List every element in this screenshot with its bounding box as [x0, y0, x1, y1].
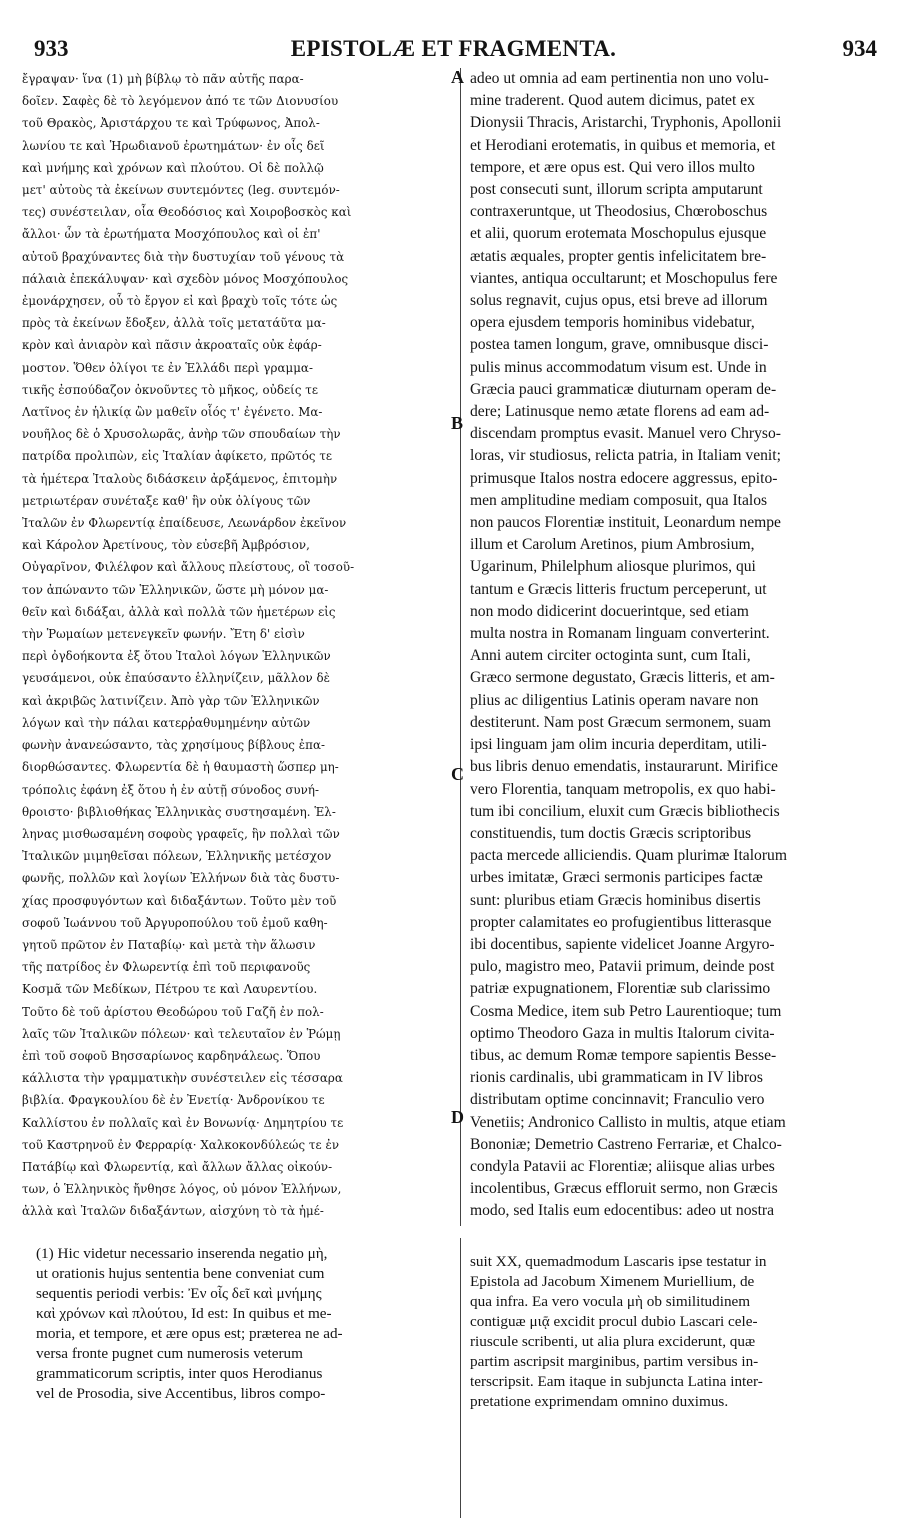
footnote-line: contiguæ μιᾷ excidit procul dubio Lascari cele-	[470, 1313, 758, 1330]
greek-text-line: τον ἀπώναντο τῶν Ἑλληνικῶν, ὥστε μὴ μόνον μα-	[22, 582, 329, 597]
latin-text-line: multa nostra in Romanam linguam converterint.	[470, 625, 770, 643]
greek-text-line: Πατάβίῳ καὶ Φλωρεντίᾳ, καὶ ἄλλων ἄλλας οἰκούν-	[22, 1159, 333, 1174]
greek-text-line: σοφοῦ Ἰωάννου τοῦ Ἀργυροπούλου τοῦ ἐμοῦ καθη-	[22, 915, 328, 930]
greek-text-line: τὰ ἡμέτερα Ἰταλοὺς διδάσκειν ἀρξάμενος, ἐπιτομὴν	[22, 471, 338, 486]
greek-text-line: μετ' αὐτοὺς τὰ ἐκείνων συντεμόντες (leg. συντεμόν-	[22, 183, 340, 198]
greek-text-line: θροιστο· βιβλιοθήκας Ἑλληνικὰς συστησαμένη. Ἑλ-	[22, 804, 336, 819]
latin-text-line: loras, vir studiosus, relicta patria, in Italiam venit;	[470, 447, 781, 465]
greek-text-line: λόγων καὶ τὴν πάλαι κατερῥαθυμημένην αὐτῶν	[22, 715, 311, 730]
footnote-right	[470, 1252, 902, 1412]
footnote-line: vel de Prosodia, sive Accentibus, libros compo-	[36, 1385, 326, 1402]
greek-text-line: χίας προσφυγόντων καὶ διδαξάντων. Τοῦτο μὲν τοῦ	[22, 893, 337, 908]
margin-marker-d: D	[451, 1107, 464, 1127]
greek-text-line: ἐμονάρχησεν, οὗ τὸ ἔργον εἰ καὶ βραχὺ τοῖς τότε ὡς	[22, 294, 338, 309]
greek-text-line: βιβλία. Φραγκουλίου δὲ ἐν Ἐνετίᾳ· Ἀνδρονίκου τε	[22, 1093, 325, 1108]
latin-text-line: discendam promptus evasit. Manuel vero Chryso-	[470, 425, 781, 443]
greek-text-line: θεῖν καὶ διδάξαι, ἀλλὰ καὶ πολλὰ τῶν ἡμετέρων εἰς	[22, 604, 336, 619]
greek-text-line: τικῆς ἐσπούδαζον ὀκνοῦντες τὸ μῆκος, οὐδείς τε	[22, 382, 319, 397]
latin-text-line: contraxeruntque, ut Theodosius, Chœroboschus	[470, 203, 768, 221]
greek-text-line: καὶ ἀκριβῶς λατινίζειν. Ἀπὸ γὰρ τῶν Ἑλληνικῶν	[22, 693, 320, 708]
latin-text-line: solus regnavit, cujus opus, etsi breve ad illorum	[470, 292, 768, 310]
greek-text-line: μοστον. Ὅθεν ὀλίγοι τε ἐν Ἑλλάδι περὶ γραμμα-	[22, 360, 313, 375]
latin-text-line: et Herodiani erotematis, in quibus et memoria, et	[470, 136, 776, 154]
greek-text-line: πρὸς τὰ ἐκείνων ἔδοξεν, ἀλλὰ τοῖς μετατάῦτα μα-	[22, 316, 326, 331]
latin-text-line: Græco sermone degustato, Græcis litteris, et am-	[470, 669, 775, 687]
latin-text-line: ibi docentibus, sapiente videlicet Joanne Argyro-	[470, 935, 775, 953]
latin-text-line: Dionysii Thracis, Aristarchi, Tryphonis, Apollonii	[470, 114, 782, 132]
latin-text-line: illum et Carolum Aretinos, pium Ambrosium,	[470, 536, 755, 554]
latin-text-line: Venetiis; Andronico Callisto in multis, atque etiam	[470, 1113, 786, 1131]
latin-text-line: Bononiæ; Demetrio Castreno Ferrariæ, et Chalco-	[470, 1135, 782, 1153]
greek-text-line: λαῖς τῶν Ἰταλικῶν πόλεων· καὶ τελευταῖον ἐν Ῥώμῃ	[22, 1026, 341, 1041]
latin-text-line: mine traderent. Quod autem dicimus, patet ex	[470, 92, 755, 110]
latin-text-line: Ugarinum, Philelphum aliosque plurimos, qui	[470, 558, 756, 576]
greek-text-line: ἀλλὰ καὶ Ἰταλῶν διδαξάντων, αἰσχύνη τὸ τὰ ἡμέ-	[22, 1204, 324, 1219]
greek-text-line: γευσάμενοι, οὐκ ἐπαύσαντο ἑλληνίζειν, μᾶλλον δὲ	[22, 671, 331, 686]
footnote-line: ut orationis hujus sententia bene conveniat cum	[36, 1265, 325, 1282]
greek-text-line: λωνίου τε καὶ Ἡρωδιανοῦ ἐρωτημάτων· ἐν οἷς δεῖ	[22, 138, 325, 153]
latin-text-line: tibus, ac demum Romæ tempore sapientis Besse-	[470, 1046, 777, 1064]
greek-text-line: φωνὴν ἀνανεώσαντο, τὰς χρησίμους βίβλους ἐπα-	[22, 738, 326, 753]
footnote-line: versa fronte pugnet cum numerosis veterum	[36, 1345, 303, 1362]
latin-text-column	[470, 68, 902, 1223]
latin-text-line: sunt: pluribus etiam Græcis hominibus disertis	[470, 891, 761, 909]
latin-text-line: et alii, quorum erotemata Moschopulus ejusque	[470, 225, 767, 243]
latin-text-line: Anni autem circiter octoginta sunt, cum Itali,	[470, 647, 751, 665]
greek-text-line: ἔγραψαν· ἵνα (1) μὴ βίβλῳ τὸ πᾶν αὐτῆς παρα-	[22, 72, 304, 86]
greek-text-line: Ἰταλῶν ἐν Φλωρεντίᾳ ἐπαίδευσε, Λεωνάρδον ἐκεῖνον	[22, 516, 347, 531]
latin-text-line: opera ejusdem temporis hominibus videbatur,	[470, 314, 755, 332]
footnote-line: sequentis periodi verbis: Ἐν οἷς δεῖ καὶ μνήμης	[36, 1285, 322, 1302]
latin-text-line: modo, sed Italis eum edocentibus: adeo ut nostra	[470, 1202, 775, 1220]
greek-text-line: ἐπὶ τοῦ σοφοῦ Βησσαρίωνος καρδηνάλεως. Ὅπου	[22, 1048, 321, 1063]
footnote-line: (1) Hic videtur necessario inserenda negatio μὴ,	[36, 1245, 328, 1262]
greek-text-line: κρὸν καὶ ἀνιαρὸν καὶ πᾶσιν ἀκροαταῖς οὐκ ἐφάρ-	[22, 338, 322, 353]
latin-text-line: bus libris denuo emendatis, instaurarunt. Mirifice	[470, 758, 778, 776]
greek-text-line: δοῖεν. Σαφὲς δὲ τὸ λεγόμενον ἀπό τε τῶν Διονυσίου	[22, 94, 339, 109]
margin-marker-b: B	[451, 413, 464, 433]
latin-text-line: men amplitudine mediam composuit, qua Italos	[470, 491, 768, 509]
latin-text-line: postea tamen longum, grave, omnibusque disci-	[470, 336, 769, 354]
footnote-left	[36, 1244, 454, 1404]
greek-text-line: καὶ Κάρολον Ἀρετίνους, τὸν εὐσεβῆ Ἀμβρόσιον,	[22, 538, 310, 553]
right-page-number: 934	[842, 36, 877, 61]
greek-text-line: ἄλλοι· ὧν τὰ ἐρωτήματα Μοσχόπουλος καὶ οἱ ἐπ'	[22, 227, 321, 242]
greek-text-column	[22, 68, 456, 1223]
latin-text-line: patriæ expugnationem, Florentiæ sub clarissimo	[470, 980, 771, 998]
latin-text-line: tum ibi concilium, eluxit cum Græcis bibliothecis	[470, 802, 780, 820]
greek-text-line: των, ὁ Ἑλληνικὸς ἤνθησε λόγος, οὐ μόνον Ἑλλήνων,	[22, 1182, 342, 1197]
margin-marker-c: C	[451, 764, 464, 784]
latin-text-line: viantes, antiqua occultarunt; et Moschopulus fere	[470, 269, 778, 287]
footnote-line: pretatione exprimendam omnino duximus.	[470, 1393, 729, 1410]
latin-text-line: non modo didicerint docuerintque, sed etiam	[470, 602, 749, 620]
greek-text-line: Οὐγαρῖνον, Φιλέλφον καὶ ἄλλους πλείστους, οἳ τοσοῦ-	[22, 560, 355, 575]
greek-text-line: πάλαιὰ ἐπεκάλυψαν· καὶ σχεδὸν μόνος Μοσχόπουλος	[22, 271, 349, 286]
greek-text-line: Κοσμᾶ τῶν Μεδίκων, Πέτρου τε καὶ Λαυρεντίου.	[22, 982, 318, 997]
footnote-line: terscripsit. Eam itaque in subjuncta Latina inter-	[470, 1373, 763, 1390]
greek-text-line: Ἰταλικῶν μιμηθεῖσαι πόλεων, Ἑλληνικῆς μετέσχον	[22, 849, 332, 864]
greek-text-line: τοῦ Καστρηνοῦ ἐν Φερραρίᾳ· Χαλκοκονδύλεώς τε ἐν	[22, 1137, 340, 1152]
latin-text-line: pacta mercede alliciendis. Quam plurimæ Italorum	[470, 847, 787, 865]
latin-text-line: ipsi linguam jam olim incuria deperditam, utili-	[470, 736, 767, 754]
latin-text-line: propter calamitates eo profugientibus litterasque	[470, 913, 772, 931]
margin-marker-a: A	[451, 67, 464, 87]
footnote-line: riuscule scribenti, ut alia plura exciderunt, quæ	[470, 1333, 756, 1350]
greek-text-line: τρόπολις ἐφάνη ἐξ ὅτου ἡ ἐν αὐτῇ σύνοδος συνή-	[22, 782, 320, 797]
footnote-line: Epistola ad Jacobum Ximenem Muriellium, de	[470, 1273, 755, 1290]
latin-text-line: pulis minus accommodatum visum est. Unde in	[470, 358, 767, 376]
latin-text-line: vero Florentia, tanquam metropolis, ex quo habi-	[470, 780, 776, 798]
greek-text-line: διορθώσαντες. Φλωρεντία δὲ ἡ θαυμαστὴ ὥσπερ μη-	[22, 760, 339, 775]
greek-text-line: τοῦ Θρακὸς, Ἀριστάρχου τε καὶ Τρύφωνος, Ἀπολ-	[22, 116, 320, 131]
greek-text-line: Καλλίστου ἐν πολλαῖς καὶ ἐν Βονωνίᾳ· Δημητρίου τε	[22, 1115, 344, 1130]
greek-text-line: Τοῦτο δὲ τοῦ ἀρίστου Θεοδώρου τοῦ Γαζῆ ἐν πολ-	[22, 1004, 324, 1019]
latin-text-line: destiterunt. Nam post Græcum sermonem, suam	[470, 713, 771, 731]
footnote-line: suit XX, quemadmodum Lascaris ipse testatur in	[470, 1253, 767, 1270]
footnote-line: grammaticorum scriptis, inter quos Herodianus	[36, 1365, 323, 1382]
latin-text-line: plius ac diligentius Latinis operam navare non	[470, 691, 759, 709]
latin-text-line: tantum e Græcis litteris fructum perceperunt, ut	[470, 580, 767, 598]
latin-text-line: rionis cardinalis, ubi grammaticam in IV libros	[470, 1069, 763, 1087]
latin-text-line: Cosma Medice, item sub Petro Laurentioque; tum	[470, 1002, 782, 1020]
latin-text-line: optimo Theodoro Gaza in multis Italorum civita-	[470, 1024, 775, 1042]
greek-text-line: αὐτοῦ βραχύναντες διὰ τὴν δυστυχίαν τοῦ γένους τὰ	[22, 249, 345, 264]
greek-text-line: γητοῦ πρῶτον ἐν Παταβίῳ· καὶ μετὰ τὴν ἅλωσιν	[22, 937, 316, 952]
footnote-line: partim ascripsit marginibus, partim versibus in-	[470, 1353, 759, 1370]
latin-text-line: ætatis æquales, propter gentis infelicitatem bre-	[470, 247, 767, 265]
footnote-line: qua infra. Ea vero vocula μὴ ob similitudinem	[470, 1293, 751, 1310]
latin-text-line: distributam optime concinnavit; Franculio vero	[470, 1091, 765, 1109]
latin-text-line: incolentibus, Græcus effloruit sermo, non Græcis	[470, 1180, 778, 1198]
column-rule-upper	[460, 68, 461, 1226]
greek-text-line: φωνῆς, πολλῶν καὶ λογίων Ἑλλήνων διὰ τὰς δυστυ-	[22, 871, 340, 886]
greek-text-line: κάλλιστα τὴν γραμματικὴν συνέστειλεν εἰς τέσσαρα	[22, 1071, 343, 1086]
latin-text-line: pulo, magistro meo, Patavii primum, deinde post	[470, 958, 775, 976]
column-rule-lower	[460, 1238, 461, 1518]
latin-text-line: dere; Latinusque nemo ætate florens ad eam ad-	[470, 403, 770, 421]
greek-text-line: νουῆλος δὲ ὁ Χρυσολωρᾶς, ἀνὴρ τῶν σπουδαίων τὴν	[22, 427, 341, 442]
greek-text-line: πατρίδα προλιπὼν, εἰς Ἰταλίαν ἀφίκετο, πρῶτός τε	[22, 449, 333, 464]
page-header	[30, 36, 877, 62]
greek-text-line: μετριωτέραν συνέταξε καθ' ἣν οὐκ ὀλίγους τῶν	[22, 493, 311, 508]
footnote-line: moria, et tempore, et ære opus est; præterea ne ad-	[36, 1325, 343, 1342]
footnote-line: καὶ χρόνων καὶ πλούτου, Id est: In quibus et me-	[36, 1305, 332, 1322]
running-title: EPISTOLÆ ET FRAGMENTA.	[290, 36, 617, 61]
greek-text-line: καὶ μνήμης καὶ χρόνων καὶ πλούτου. Οἱ δὲ πολλῷ	[22, 160, 324, 175]
greek-text-line: τὴν Ῥωμαίων μετενεγκεῖν φωνήν. Ἔτη δ' εἰσὶν	[22, 627, 305, 642]
latin-text-line: adeo ut omnia ad eam pertinentia non uno volu-	[470, 70, 769, 87]
latin-text-line: constituendis, tum doctis Græcis scriptoribus	[470, 824, 752, 842]
greek-text-line: ληνας μισθωσαμένη σοφοὺς γραφεῖς, ἣν πολλαὶ τῶν	[22, 826, 340, 841]
greek-text-line: περὶ ὀγδοήκοντα ἐξ ὅτου Ἰταλοὶ λόγων Ἑλληνικῶν	[22, 649, 331, 664]
greek-text-line: τῆς πατρίδος ἐν Φλωρεντίᾳ ἐπὶ τοῦ περιφανοῦς	[22, 960, 311, 975]
latin-text-line: post consecuti sunt, illorum scripta amputarunt	[470, 181, 763, 199]
latin-text-line: primusque Italos nostra edocere aggressus, epito-	[470, 469, 778, 487]
latin-text-line: tempore, et ære opus est. Qui vero illos multo	[470, 158, 755, 176]
greek-text-line: Λατῖνος ἐν ἡλικίᾳ ὢν μαθεῖν οἷός τ' ἐγένετο. Μα-	[22, 405, 323, 420]
latin-text-line: condyla Patavii ac Florentiæ; aliisque alias urbes	[470, 1157, 775, 1175]
latin-text-line: urbes imitatæ, Græci sermonis participes factæ	[470, 869, 763, 887]
left-page-number: 933	[34, 36, 69, 61]
latin-text-line: non paucos Florentiæ instituit, Leonardum nempe	[470, 514, 781, 532]
latin-text-line: Græcia pauci grammaticæ diuturnam operam de-	[470, 380, 777, 398]
greek-text-line: τες) συνέστειλαν, οἷα Θεοδόσιος καὶ Χοιροβοσκὸς καὶ	[22, 205, 352, 220]
